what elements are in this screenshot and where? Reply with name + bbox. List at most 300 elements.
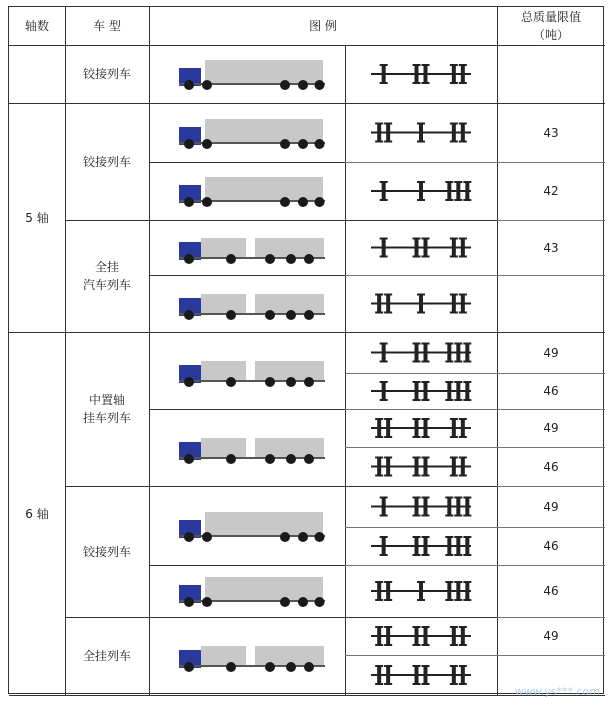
axle-mark — [465, 497, 469, 517]
wheel-mark — [454, 536, 462, 538]
wheel-mark — [375, 418, 383, 420]
truck-cargo-box — [201, 238, 246, 258]
axle-mark — [461, 294, 465, 314]
axle-mark — [377, 665, 381, 685]
wheel-mark — [450, 238, 458, 240]
axle-mark — [447, 181, 451, 201]
wheel — [298, 597, 308, 607]
axle-mark — [415, 343, 419, 363]
axle-mark — [419, 181, 423, 201]
wheel-mark — [384, 626, 392, 628]
axle-count-label: 6 轴 — [25, 506, 49, 521]
wheel-mark — [454, 381, 462, 383]
wheel — [202, 197, 212, 207]
wheel-mark — [445, 554, 453, 556]
wheel — [226, 310, 236, 320]
wheel-mark — [445, 399, 453, 401]
semitrailer-box — [205, 119, 323, 143]
wheel-mark — [380, 361, 388, 363]
wheel — [286, 662, 296, 672]
wheel-mark — [413, 64, 421, 66]
wheel-mark — [375, 141, 383, 143]
wheel-mark — [454, 181, 462, 183]
axle-mark — [452, 123, 456, 143]
axle-mark — [465, 536, 469, 556]
wheel-mark — [417, 123, 425, 125]
wheel-mark — [413, 436, 421, 438]
truck-illustration — [177, 54, 327, 94]
axle-mark — [424, 457, 428, 477]
wheel-mark — [384, 436, 392, 438]
wheel — [184, 532, 194, 542]
wheel-mark — [375, 644, 383, 646]
axle-mark — [382, 64, 386, 84]
wheel-mark — [459, 294, 467, 296]
wheel-mark — [413, 475, 421, 477]
wheel-mark — [375, 599, 383, 601]
truck-illustration — [177, 228, 327, 268]
wheel-mark — [450, 626, 458, 628]
wheel-mark — [375, 123, 383, 125]
weight-limit: 46 — [543, 384, 559, 398]
axle-mark — [382, 181, 386, 201]
wheel-mark — [422, 238, 430, 240]
wheel-mark — [375, 294, 383, 296]
axle-mark — [424, 665, 428, 685]
axle-mark — [452, 294, 456, 314]
wheel-mark — [375, 626, 383, 628]
wheel — [265, 377, 275, 387]
axle-mark — [424, 238, 428, 258]
axle-mark — [419, 581, 423, 601]
wheel-mark — [459, 665, 467, 667]
wheel-mark — [380, 399, 388, 401]
axle-mark — [382, 381, 386, 401]
wheel-mark — [445, 343, 453, 345]
wheel — [280, 139, 290, 149]
axle-mark — [415, 418, 419, 438]
wheel-mark — [450, 64, 458, 66]
wheel-mark — [459, 457, 467, 459]
wheel-mark — [450, 312, 458, 314]
wheel — [202, 597, 212, 607]
axle-count-label — [9, 45, 65, 103]
wheel-mark — [422, 644, 430, 646]
wheel-mark — [422, 436, 430, 438]
wheel-mark — [463, 181, 471, 183]
axle-mark — [452, 418, 456, 438]
wheel-mark — [375, 436, 383, 438]
wheel — [286, 254, 296, 264]
wheel — [280, 197, 290, 207]
wheel-mark — [413, 683, 421, 685]
wheel-mark — [422, 361, 430, 363]
wheel — [280, 80, 290, 90]
wheel — [315, 532, 325, 542]
axle-mark — [465, 581, 469, 601]
wheel — [265, 310, 275, 320]
axle-mark — [419, 123, 423, 143]
wheel — [226, 254, 236, 264]
axle-mark — [452, 626, 456, 646]
truck-illustration — [177, 506, 327, 546]
wheel-mark — [413, 665, 421, 667]
axle-mark — [386, 626, 390, 646]
wheel-mark — [384, 141, 392, 143]
truck-cargo-box — [201, 294, 246, 314]
wheel-mark — [413, 381, 421, 383]
wheel — [184, 597, 194, 607]
axle-mark — [461, 665, 465, 685]
truck-cargo-box — [201, 646, 246, 666]
wheel-mark — [413, 536, 421, 538]
table-rule — [149, 275, 345, 276]
wheel-mark — [463, 515, 471, 517]
axle-mark — [452, 64, 456, 84]
wheel-mark — [422, 399, 430, 401]
truck-illustration — [177, 351, 327, 391]
wheel — [184, 139, 194, 149]
wheel-mark — [445, 536, 453, 538]
axle-mark — [415, 536, 419, 556]
wheel-mark — [422, 475, 430, 477]
vehicle-type-label: 全挂列车 — [82, 649, 131, 663]
wheel — [202, 139, 212, 149]
wheel-mark — [384, 581, 392, 583]
wheel-mark — [459, 256, 467, 258]
wheel-mark — [459, 436, 467, 438]
wheel — [226, 454, 236, 464]
vehicle-type-label: 铰接列车 — [82, 544, 131, 559]
wheel — [280, 532, 290, 542]
wheel — [315, 597, 325, 607]
axle-mark — [424, 418, 428, 438]
wheel-mark — [450, 418, 458, 420]
weight-limit — [497, 45, 605, 103]
axle-mark — [456, 536, 460, 556]
truck-illustration — [177, 571, 327, 611]
wheel-mark — [459, 475, 467, 477]
wheel-mark — [463, 599, 471, 601]
axle-mark — [456, 497, 460, 517]
wheel-mark — [454, 399, 462, 401]
table-rule — [149, 409, 345, 410]
wheel-mark — [413, 554, 421, 556]
table-rule — [149, 565, 345, 566]
axle-diagram — [365, 336, 477, 369]
wheel-mark — [417, 294, 425, 296]
wheel-mark — [417, 312, 425, 314]
wheel-mark — [422, 457, 430, 459]
axle-mark — [424, 497, 428, 517]
axle-diagram — [365, 451, 477, 482]
weight-limit: 46 — [543, 539, 559, 553]
weight-limit: 46 — [543, 584, 559, 598]
wheel-mark — [375, 665, 383, 667]
wheel-mark — [463, 581, 471, 583]
wheel — [286, 377, 296, 387]
wheel-mark — [422, 64, 430, 66]
axle-mark — [377, 418, 381, 438]
wheel-mark — [384, 644, 392, 646]
wheel-mark — [422, 515, 430, 517]
axle-count-label: 5 轴 — [25, 210, 49, 225]
axle-diagram — [365, 49, 477, 99]
axle-mark — [415, 64, 419, 84]
wheel-mark — [384, 683, 392, 685]
wheel-mark — [375, 457, 383, 459]
wheel-mark — [413, 256, 421, 258]
wheel — [202, 532, 212, 542]
axle-mark — [452, 457, 456, 477]
wheel-mark — [459, 683, 467, 685]
wheel-mark — [380, 199, 388, 201]
wheel-mark — [380, 64, 388, 66]
weight-limit: 42 — [543, 184, 559, 198]
axle-mark — [415, 381, 419, 401]
wheel — [265, 254, 275, 264]
wheel — [304, 662, 314, 672]
weight-limit: 49 — [543, 421, 559, 435]
truck-illustration — [177, 113, 327, 153]
wheel-mark — [454, 515, 462, 517]
wheel — [304, 377, 314, 387]
axle-mark — [456, 181, 460, 201]
wheel-mark — [450, 644, 458, 646]
axle-mark — [447, 581, 451, 601]
wheel-mark — [384, 123, 392, 125]
weight-limit — [497, 275, 605, 332]
axle-mark — [447, 497, 451, 517]
truck-illustration — [177, 284, 327, 324]
wheel-mark — [413, 418, 421, 420]
wheel-mark — [413, 82, 421, 84]
wheel-mark — [463, 361, 471, 363]
wheel-mark — [417, 199, 425, 201]
axle-mark — [424, 536, 428, 556]
wheel — [184, 377, 194, 387]
axle-mark — [386, 457, 390, 477]
wheel-mark — [454, 361, 462, 363]
watermark: www.ys***.com — [514, 685, 600, 698]
wheel-mark — [454, 497, 462, 499]
vehicle-type-label: 中置轴 挂车列车 — [82, 393, 131, 425]
chassis — [179, 457, 325, 459]
axle-mark — [447, 343, 451, 363]
weight-limit: 49 — [543, 499, 559, 514]
wheel-mark — [450, 82, 458, 84]
axle-mark — [456, 381, 460, 401]
wheel — [280, 597, 290, 607]
table-rule — [149, 162, 345, 163]
wheel — [265, 662, 275, 672]
wheel-mark — [380, 536, 388, 538]
weight-limit: 49 — [543, 629, 559, 643]
wheel-mark — [463, 497, 471, 499]
chassis — [179, 313, 325, 315]
wheel-mark — [380, 497, 388, 499]
wheel-mark — [454, 343, 462, 345]
wheel — [298, 139, 308, 149]
wheel-mark — [463, 381, 471, 383]
wheel — [304, 310, 314, 320]
header-limit: 总质量限值 （吨） — [520, 10, 581, 42]
wheel — [184, 310, 194, 320]
axle-mark — [456, 581, 460, 601]
wheel-mark — [450, 256, 458, 258]
wheel — [298, 197, 308, 207]
wheel-mark — [450, 141, 458, 143]
wheel-mark — [422, 554, 430, 556]
wheel-mark — [422, 82, 430, 84]
wheel-mark — [450, 683, 458, 685]
wheel-mark — [459, 312, 467, 314]
wheel-mark — [459, 141, 467, 143]
wheel-mark — [450, 123, 458, 125]
truck-illustration — [177, 171, 327, 211]
axle-mark — [415, 457, 419, 477]
wheel-mark — [380, 238, 388, 240]
wheel — [226, 662, 236, 672]
axle-mark — [386, 123, 390, 143]
wheel-mark — [422, 626, 430, 628]
wheel — [184, 197, 194, 207]
wheel — [265, 454, 275, 464]
axle-diagram — [365, 621, 477, 651]
axle-diagram — [365, 531, 477, 561]
axle-mark — [424, 381, 428, 401]
vehicle-type-label: 铰接列车 — [82, 67, 131, 81]
axle-mark — [461, 123, 465, 143]
wheel-mark — [450, 436, 458, 438]
wheel-mark — [380, 82, 388, 84]
semitrailer-box — [205, 60, 323, 84]
wheel-mark — [375, 683, 383, 685]
truck-illustration — [177, 636, 327, 676]
wheel-mark — [380, 381, 388, 383]
wheel — [298, 532, 308, 542]
wheel-mark — [450, 457, 458, 459]
wheel-mark — [459, 64, 467, 66]
wheel-mark — [454, 554, 462, 556]
wheel-mark — [413, 515, 421, 517]
header-axles: 轴数 — [24, 19, 49, 33]
axle-diagram — [365, 279, 477, 328]
wheel-mark — [384, 294, 392, 296]
wheel-mark — [380, 343, 388, 345]
wheel-mark — [384, 665, 392, 667]
wheel-mark — [384, 418, 392, 420]
wheel — [315, 197, 325, 207]
wheel-mark — [384, 312, 392, 314]
wheel-mark — [417, 599, 425, 601]
axle-mark — [452, 238, 456, 258]
wheel-mark — [380, 181, 388, 183]
weight-limit: 43 — [543, 125, 559, 140]
axle-mark — [377, 123, 381, 143]
table-rule — [345, 45, 346, 695]
wheel-mark — [417, 581, 425, 583]
axle-mark — [465, 381, 469, 401]
vehicle-type-label: 铰接列车 — [82, 154, 131, 169]
weight-limit: 43 — [543, 240, 559, 255]
axle-diagram — [365, 224, 477, 271]
axle-mark — [386, 418, 390, 438]
wheel-mark — [384, 457, 392, 459]
axle-mark — [424, 343, 428, 363]
wheel-mark — [463, 536, 471, 538]
wheel — [304, 454, 314, 464]
axle-mark — [465, 181, 469, 201]
wheel-mark — [459, 418, 467, 420]
wheel-mark — [380, 256, 388, 258]
wheel-mark — [454, 599, 462, 601]
wheel-mark — [463, 554, 471, 556]
axle-mark — [447, 536, 451, 556]
wheel-mark — [459, 238, 467, 240]
axle-mark — [386, 581, 390, 601]
wheel-mark — [413, 399, 421, 401]
axle-diagram — [365, 166, 477, 216]
semitrailer-box — [205, 577, 323, 601]
header-diagram: 图 例 — [309, 19, 337, 33]
axle-mark — [382, 497, 386, 517]
wheel — [184, 254, 194, 264]
header-vehicle-type: 车 型 — [93, 19, 121, 33]
axle-mark — [415, 665, 419, 685]
wheel-mark — [459, 644, 467, 646]
axle-mark — [377, 626, 381, 646]
wheel — [298, 80, 308, 90]
wheel-mark — [417, 141, 425, 143]
wheel — [184, 80, 194, 90]
wheel-mark — [380, 515, 388, 517]
axle-mark — [461, 418, 465, 438]
truck-cargo-box — [201, 361, 246, 381]
weight-limit: 49 — [543, 345, 559, 360]
axle-mark — [424, 64, 428, 84]
wheel-mark — [445, 515, 453, 517]
wheel-mark — [422, 536, 430, 538]
wheel-mark — [454, 581, 462, 583]
axle-mark — [456, 343, 460, 363]
axle-mark — [382, 343, 386, 363]
wheel — [286, 310, 296, 320]
wheel-mark — [413, 457, 421, 459]
axle-mark — [382, 536, 386, 556]
semitrailer-box — [205, 177, 323, 201]
wheel — [286, 454, 296, 464]
axle-mark — [415, 238, 419, 258]
axle-mark — [452, 665, 456, 685]
wheel-mark — [375, 312, 383, 314]
wheel-mark — [413, 626, 421, 628]
wheel-mark — [445, 497, 453, 499]
wheel — [202, 80, 212, 90]
truck-cargo-box — [201, 438, 246, 458]
weight-limit: 46 — [543, 459, 559, 474]
wheel-mark — [375, 475, 383, 477]
wheel-mark — [450, 475, 458, 477]
axle-mark — [377, 581, 381, 601]
wheel-mark — [422, 418, 430, 420]
wheel-mark — [380, 554, 388, 556]
wheel-mark — [459, 123, 467, 125]
axle-mark — [415, 497, 419, 517]
truck-illustration — [177, 428, 327, 468]
wheel-mark — [413, 497, 421, 499]
wheel-mark — [450, 665, 458, 667]
